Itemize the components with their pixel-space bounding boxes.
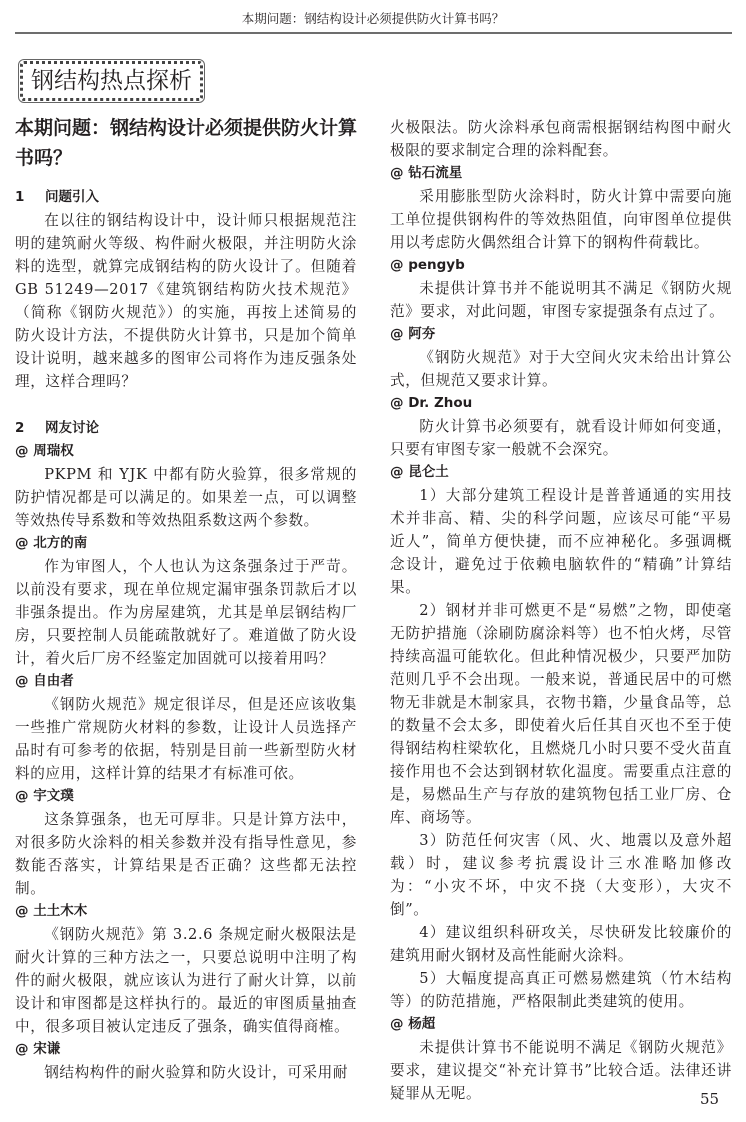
comment-text: 作为审图人，个人也认为这条强条过于严苛。以前没有要求，现在单位规定漏审强条罚款后才以非强条提出。作为房屋建筑，尤其是单层钢结构厂房，只要控制人员能疏散就好了。难道做了防火设计，着火后厂房不经鉴定加固就可以接着用吗？: [15, 558, 357, 667]
comment-user: @ pengyb: [390, 257, 465, 273]
comment-user: @ 杨超: [390, 1016, 436, 1032]
comment-user: @ 土土木木: [15, 903, 88, 919]
left-column: [15, 113, 357, 1084]
comment-text: 《钢防火规范》第 3.2.6 条规定耐火极限法是耐火计算的三种方法之一，只要总说明中注明了构件的耐火极限，就应该认为进行了耐火计算，以前设计和审图都是这样执行的。最近的审图质量抽查中，很多项目被认定违反了强条，确实值得商榷。: [15, 926, 357, 1035]
comment-text: 未提供计算书不能说明不满足《钢防火规范》要求，建议提交“补充计算书”比较合适。法律还讲疑罪从无呢。: [390, 1039, 732, 1102]
comment-text: 《钢防火规范》规定很详尽，但是还应该收集一些推广常规防火材料的参数，让设计人员选择产品时有可参考的依据，特别是目前一些新型防火材料的应用，这样计算的结果才有标准可依。: [15, 696, 357, 782]
comment-user: @ 宇文璞: [15, 788, 74, 804]
header-rule: [15, 32, 732, 34]
comment-text: 4）建议组织科研攻关，尽快研发比较廉价的建筑用耐火钢材及高性能耐火涂料。: [390, 924, 732, 964]
column-tag: 钢结构热点探析: [20, 61, 203, 101]
comment-text: 采用膨胀型防火涂料时，防火计算中需要向施工单位提供钢构件的等效热阻值，向审图单位提供用以考虑防火偶然组合计算下的钢构件荷载比。: [390, 188, 732, 251]
comment-text: 1）大部分建筑工程设计是普普通通的实用技术并非高、精、尖的科学问题，应该尽可能“平易近人”，简单方便快捷，而不应神秘化。多强调概念设计，避免过于依赖电脑软件的“精确”计算结果。: [390, 487, 732, 596]
page-number: 55: [700, 1090, 720, 1108]
comment-text: 未提供计算书并不能说明其不满足《钢防火规范》要求，对此问题，审图专家提强条有点过了。: [390, 280, 732, 320]
comment-text: 钢结构构件的耐火验算和防火设计，可采用耐: [44, 1064, 349, 1081]
comment-text: 3）防范任何灾害（风、火、地震以及意外超载）时，建议参考抗震设计三水准略加修改为：“小灾不坏，中灾不挠（大变形），大灾不倒”。: [390, 832, 732, 918]
comment-user: @ 周瑞权: [15, 443, 74, 459]
section-heading-1: 1 问题引入: [15, 189, 99, 205]
comment-user: @ 阿夯: [390, 326, 436, 342]
comment-text: 防火计算书必须要有，就看设计师如何变通，只要有审图专家一般就不会深究。: [390, 418, 732, 458]
comment-user: @ 自由者: [15, 673, 74, 689]
article-title: 本期问题：钢结构设计必须提供防火计算书吗？: [15, 117, 358, 169]
comment-user: @ 钻石流星: [390, 165, 463, 181]
comment-text: 这条算强条，也无可厚非。只是计算方法中，对很多防火涂料的相关参数并没有指导性意见，参数能否落实，计算结果是否正确？这些都无法控制。: [15, 811, 357, 897]
section-heading-2: 2 网友讨论: [15, 420, 99, 436]
comment-text: 2）钢材并非可燃更不是“易燃”之物，即使毫无防护措施（涂刷防腐涂料等）也不怕火烤，尽管持续高温可能软化。但此种情况极少，只要严加防范则几乎不会出现。一般来说，普通民居中的可燃物无非就是木制家具，衣物书籍，少量食品等，总的数量不会太多，即使着火后任其自灭也不至于使得钢结构柱梁软化，且燃烧几小时只要不受火苗直接作用也不会达到钢材软化温度。需要重点注意的是，易燃品生产与存放的建筑物包括工业厂房、仓库、商场等。: [390, 602, 732, 826]
running-head: 本期问题：钢结构设计必须提供防火计算书吗？: [241, 11, 505, 26]
comment-user: @ 北方的南: [15, 535, 88, 551]
intro-paragraph: 在以往的钢结构设计中，设计师只根据规范注明的建筑耐火等级、构件耐火极限，并注明防火涂料的选型，就算完成钢结构的防火设计了。但随着 GB 51249—2017《建筑钢结构防火技术规范》（简称《钢防火规范》）的实施，再按上述简易的防火设计方法，不提供防火计算书，只是加个简单设计说明，越来越多的图审公司将作为违反强条处理，这样合理吗？: [15, 212, 357, 390]
comment-text: PKPM 和 YJK 中都有防火验算，很多常规的防护情况都是可以满足的。如果差一点，可以调整等效热传导系数和等效热阻系数这两个参数。: [15, 466, 357, 529]
comment-user: @ Dr. Zhou: [390, 395, 473, 411]
comment-text: 《钢防火规范》对于大空间火灾未给出计算公式，但规范又要求计算。: [390, 349, 732, 389]
comment-text-continued: 火极限法。防火涂料承包商需根据钢结构图中耐火极限的要求制定合理的涂料配套。: [390, 119, 732, 159]
right-column: [390, 116, 732, 1105]
comment-user: @ 昆仑土: [390, 464, 449, 480]
comment-user: @ 宋谦: [15, 1041, 61, 1057]
comment-text: 5）大幅度提高真正可燃易燃建筑（竹木结构等）的防范措施，严格限制此类建筑的使用。: [390, 970, 732, 1010]
